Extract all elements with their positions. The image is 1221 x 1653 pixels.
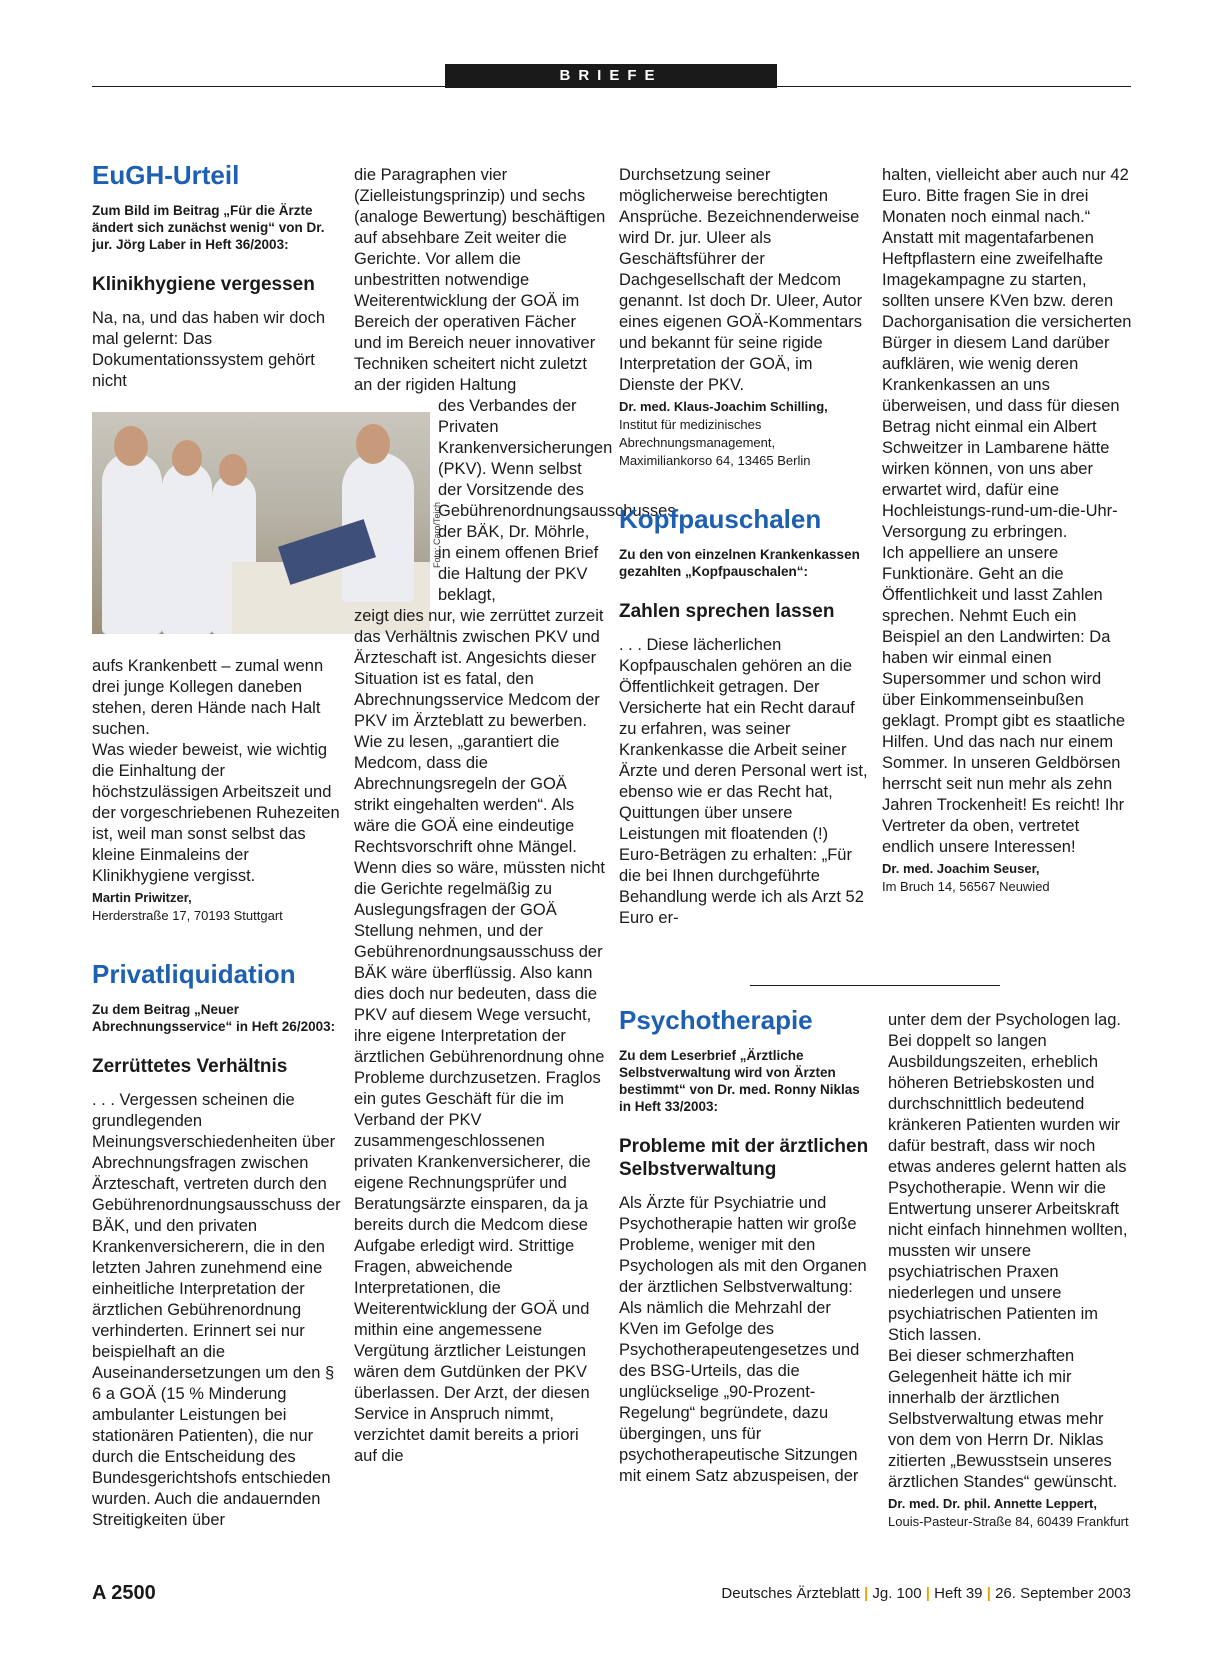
- signature-name: Dr. med. Dr. phil. Annette Leppert,: [888, 1496, 1097, 1511]
- paragraph: . . . Vergessen scheinen die grundlegenden Meinungsverschiedenheiten über Abrechnungsfragen zwischen Ärzteschaft, vertreten durch den Gebührenordnungsausschuss der BÄK, und den privaten Krankenversicherern, die in den letzten Jahren zunehmend eine einheitliche Interpretation der ärztlichen Gebührenordnung verhinderten. Erinnert sei nur beispielhaft an die Auseinandersetzungen um den § 6 a GOÄ (15 % Minderung ambulanter Leistungen bei stationären Patienten), die nur durch die Entscheidung des Bundesgerichtshofs entschieden wurden. Auch die andauernden Streitigkeiten über: [92, 1091, 341, 1529]
- section-divider: [750, 985, 1000, 986]
- signature-address: Institut für medizinisches Abrechnungsmanagement,: [619, 417, 776, 450]
- headline-kopfpauschalen: Kopfpauschalen: [619, 504, 822, 534]
- signature-name: Dr. med. Joachim Seuser,: [882, 861, 1040, 876]
- paragraph: Anstatt mit magentafarbenen Heftpflastern eine zweifelhafte Imagekampagne zu starten, sollten unsere KVen bzw. deren Dachorganisation die versicherten Bürger in diesem Land darüber aufklären, wie wenig deren Krankenkassen an uns überweisen, und dass für diesen Betrag nicht einmal ein Albert Schweitzer in Lambarene hätte wirken können, von uns aber erwartet wird, dafür eine Hochleistungs-rund-um-die-Uhr-Versorgung zu erbringen.: [882, 229, 1132, 541]
- column-3: [619, 165, 869, 929]
- figure: [162, 462, 212, 634]
- signature-address: Maximiliankorso 64, 13465 Berlin: [619, 453, 811, 468]
- journal-issue: Heft 39: [934, 1585, 983, 1602]
- paragraph: die Paragraphen vier (Zielleistungsprinzip) und sechs (analoge Bewertung) beschäftigen auf absehbare Zeit weiter die Gerichte. Vor allem die unbestritten notwendige Weiterentwicklung der GOÄ im Bereich der operativen Fächer und im Bereich neuer innovativer Techniken scheitert nicht zuletzt an der rigiden Haltung: [354, 166, 606, 394]
- column-2: [354, 165, 676, 1467]
- paragraph: halten, vielleicht aber auch nur 42 Euro. Bitte fragen Sie in drei Monaten noch einmal nach.“: [882, 166, 1129, 226]
- journal-volume: Jg. 100: [872, 1585, 922, 1602]
- paragraph: Durchsetzung seiner möglicherweise berechtigten Ansprüche. Bezeichnenderweise wird Dr. jur. Uleer als Geschäftsführer der Dachgesellschaft der Medcom genannt. Ist doch Dr. Uleer, Autor eines eigenen GOÄ-Kommentars und bekannt für seine rigide Interpretation der GOÄ, im Dienste der PKV.: [619, 166, 863, 394]
- signature-address: Herderstraße 17, 70193 Stuttgart: [92, 908, 283, 923]
- journal-date: 26. September 2003: [995, 1585, 1131, 1602]
- subhead-zahlen: Zahlen sprechen lassen: [619, 601, 835, 622]
- paragraph: aufs Krankenbett – zumal wenn drei junge Kollegen daneben stehen, deren Hände nach Halt suchen.: [92, 657, 324, 738]
- paragraph: Als Ärzte für Psychiatrie und Psychotherapie hatten wir große Probleme, weniger mit den Psychologen als mit den Organen der ärztlichen Selbstverwaltung: Als nämlich die Mehrzahl der KVen im Gefolge des Psychotherapeutengesetzes und des BSG-Urteils, das die unglückselige „90-Prozent-Regelung“ begründete, dazu übergingen, uns für psychotherapeutische Sitzungen mit einem Satz abzuspeisen, der: [619, 1194, 867, 1485]
- paragraph: Was wieder beweist, wie wichtig die Einhaltung der höchstzulässigen Arbeitszeit und der vorgeschriebenen Ruhezeiten ist, weil man sonst selbst das kleine Einmaleins der Klinikhygiene vergisst.: [92, 741, 340, 885]
- header-rule: [92, 86, 1131, 87]
- headline-eugh: EuGH-Urteil: [92, 160, 240, 190]
- separator: |: [986, 1585, 991, 1602]
- paragraph: zeigt dies nur, wie zerrüttet zurzeit das Verhältnis zwischen PKV und Ärzteschaft ist. Angesichts dieser Situation ist es fatal, den Abrechnungsservice Medcom der PKV im Ärzteblatt zu bewerben. Wie zu lesen, „garantiert die Medcom, dass die Abrechnungsregeln der GOÄ strikt eingehalten werden“. Als wäre die GOÄ eine eindeutige Rechtsvorschrift ohne Mängel. Wenn dies so wäre, müssten nicht die Gerichte regelmäßig zu Auslegungsfragen der GOÄ Stellung nehmen, und der Gebührenordnungsausschuss der BÄK wäre überflüssig. Also kann dies doch nur bedeuten, dass die PKV auf diesem Wege versucht, ihre eigene Interpretation der ärztlichen Gebührenordnung ohne Probleme durchzusetzen. Fraglos ein gutes Geschäft für die im Verband der PKV zusammengeschlossenen privaten Krankenversicherer, die eigene Rechnungsprüfer und Beratungsärzte einsparen, da ja bereits durch die Medcom diese Aufgabe erledigt wird. Strittige Fragen, abweichende Interpretationen, die Weiterentwicklung der GOÄ und mithin eine angemessene Vergütung ärztlicher Leistungen wären dem Gutdünken der PKV überlassen. Der Arzt, der diesen Service in Anspruch nimmt, verzichtet damit bereits a priori auf die: [354, 607, 605, 1465]
- spacer: [92, 925, 342, 959]
- journal-info: [721, 1585, 1131, 1602]
- intro-privatliquidation: Zu dem Beitrag „Neuer Abrechnungsservice“ in Heft 26/2003:: [92, 1002, 336, 1034]
- paragraph: des Verbandes der Privaten Krankenversicherungen (PKV). Wenn selbst der Vorsitzende des Gebührenordnungsausschusses der BÄK, Dr. Möhrle, in einem offenen Brief die Haltung der PKV beklagt,: [438, 397, 676, 604]
- headline-psychotherapie: Psychotherapie: [619, 1005, 813, 1035]
- figure: [102, 452, 162, 634]
- paragraph: Na, na, und das haben wir doch mal gelernt: Das Dokumentationssystem gehört nicht: [92, 309, 325, 390]
- column-3-bottom: [619, 1005, 869, 1487]
- figure-head: [172, 440, 202, 476]
- intro-eugh: Zum Bild im Beitrag „Für die Ärzte ändert sich zunächst wenig“ von Dr. jur. Jörg Laber in Heft 36/2003:: [92, 203, 325, 252]
- signature-name: Martin Priwitzer,: [92, 890, 192, 905]
- column-4: [882, 165, 1132, 896]
- separator: |: [925, 1585, 930, 1602]
- paragraph: Ich appelliere an unsere Funktionäre. Geht an die Öffentlichkeit und lasst Zahlen sprechen. Nehmt Euch ein Beispiel an den Landwirten: Da haben wir einmal einen Supersommer und schon wird über Einkommenseinbußen geklagt. Prompt gibt es staatliche Hilfen. Und das nach nur einem Sommer. In unseren Geldbörsen herrscht seit nun mehr als zehn Jahren Trockenheit! Es reicht! Ihr Vertreter da oben, vertretet endlich unsere Interessen!: [882, 544, 1126, 856]
- signature-address: Im Bruch 14, 56567 Neuwied: [882, 879, 1050, 894]
- paragraph: Bei dieser schmerzhaften Gelegenheit hätte ich mir innerhalb der ärztlichen Selbstverwaltung etwas mehr von dem von Herrn Dr. Niklas zitierten „Bewusstsein unseres ärztlichen Standes“ gewünscht.: [888, 1347, 1118, 1491]
- column-1: [92, 160, 342, 1531]
- headline-privatliquidation: Privatliquidation: [92, 959, 296, 989]
- photo-credit: Foto: Caro/Teich: [432, 501, 442, 568]
- column-4-bottom: [888, 1010, 1132, 1531]
- signature-address: Louis-Pasteur-Straße 84, 60439 Frankfurt: [888, 1514, 1129, 1529]
- signature-name: Dr. med. Klaus-Joachim Schilling,: [619, 399, 828, 414]
- figure-head: [114, 426, 148, 466]
- subhead-selbstverwaltung: Probleme mit der ärztlichen Selbstverwaltung: [619, 1136, 869, 1180]
- paragraph: unter dem der Psychologen lag. Bei doppelt so langen Ausbildungszeiten, erheblich höheren Betriebskosten und durchschnittlich bedeutend kränkeren Patienten wurden wir dafür bestraft, dass wir noch etwas anderes gelernt hatten als Psychotherapie. Wenn wir die Entwertung unserer Arbeitskraft nicht einfach hinnehmen wollten, mussten wir unsere psychiatrischen Praxen niederlegen und unsere psychiatrischen Patienten im Stich lassen.: [888, 1011, 1128, 1344]
- spacer: [619, 470, 869, 504]
- figure-head: [219, 454, 247, 486]
- intro-psychotherapie: Zu dem Leserbrief „Ärztliche Selbstverwaltung wird von Ärzten bestimmt“ von Dr. med. Ronny Niklas in Heft 33/2003:: [619, 1048, 860, 1114]
- intro-kopfpauschalen: Zu den von einzelnen Krankenkassen gezahlten „Kopfpauschalen“:: [619, 547, 860, 579]
- separator: |: [864, 1585, 869, 1602]
- journal-name: Deutsches Ärzteblatt: [721, 1585, 860, 1602]
- subhead-klinikhygiene: Klinikhygiene vergessen: [92, 274, 315, 295]
- paragraph: . . . Diese lächerlichen Kopfpauschalen gehören an die Öffentlichkeit getragen. Der Versicherte hat ein Recht darauf zu erfahren, was seiner Krankenkasse die Arbeit seiner Ärzte und deren Personal wert ist, ebenso wie er das Recht hat, Quittungen über unsere Leistungen mit floatenden (!) Euro-Beträgen zu erhalten: „Für die bei Ihnen durchgeführte Behandlung werde ich als Arzt 52 Euro er-: [619, 636, 868, 927]
- subhead-zerruettet: Zerrüttetes Verhältnis: [92, 1056, 288, 1077]
- page-number: A 2500: [92, 1582, 156, 1604]
- section-header: BRIEFE: [445, 64, 777, 88]
